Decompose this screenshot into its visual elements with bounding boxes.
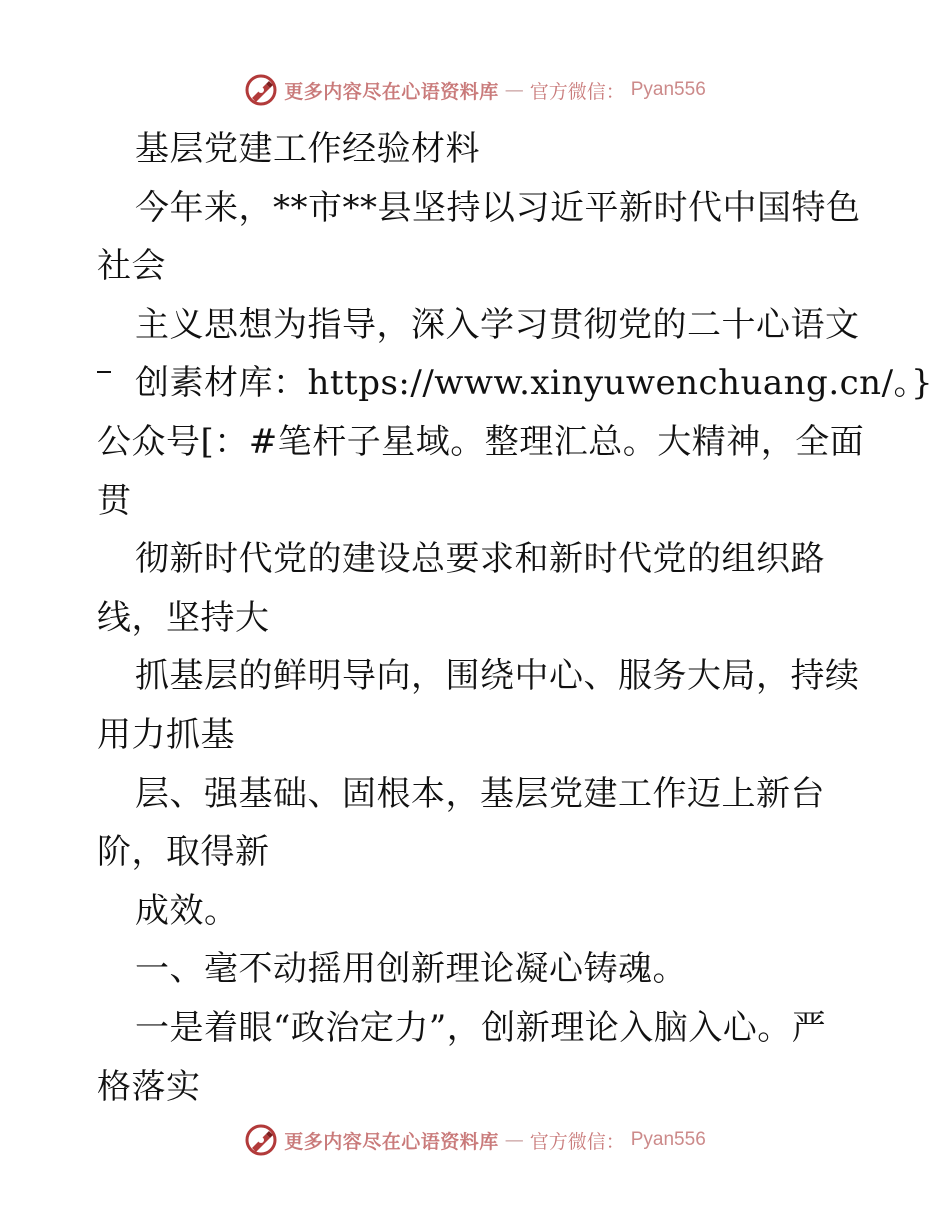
paragraph-line: 贯 xyxy=(97,480,132,521)
paragraph-line: 格落实 xyxy=(97,1066,201,1107)
paragraph-line: 用力抓基 xyxy=(97,714,235,755)
banner-wechat-id: Pyan556 xyxy=(630,79,706,100)
banner-wechat-label: 官方微信： xyxy=(529,80,625,103)
document-body xyxy=(97,120,934,1116)
section-heading: 一、毫不动摇用创新理论凝心铸魂。 xyxy=(135,949,687,990)
paragraph-line: 彻新时代党的建设总要求和新时代党的组织路 xyxy=(135,539,825,580)
footer-banner xyxy=(0,1120,950,1160)
header-banner xyxy=(0,70,950,110)
paragraph-line: 阶，取得新 xyxy=(97,832,270,873)
paragraph-line: 今年来，**市**县坚持以习近平新时代中国特色 xyxy=(135,187,861,228)
paragraph-line: 一是着眼“政治定力”，创新理论入脑入心。严 xyxy=(135,1007,827,1048)
paragraph-line: 创素材库：https://www.xinyuwenchuang.cn/。} xyxy=(97,354,857,413)
banner-separator: — xyxy=(504,1129,524,1151)
banner-main-text: 更多内容尽在心语资料库 xyxy=(284,1130,499,1153)
banner-wechat-label: 官方微信： xyxy=(529,1130,625,1153)
pen-seal-icon xyxy=(244,1123,278,1157)
paragraph-line: 抓基层的鲜明导向，围绕中心、服务大局，持续 xyxy=(135,656,860,697)
paragraph-line: 主义思想为指导，深入学习贯彻党的二十心语文 xyxy=(135,304,860,345)
paragraph-line: 社会 xyxy=(97,246,166,287)
paragraph-line: 成效。 xyxy=(135,890,239,931)
banner-separator: — xyxy=(504,79,524,101)
banner-wechat-id: Pyan556 xyxy=(630,1129,706,1150)
document-title: 基层党建工作经验材料 xyxy=(135,129,480,169)
pen-seal-icon xyxy=(244,73,278,107)
paragraph-line: 线，坚持大 xyxy=(97,597,270,638)
banner-main-text: 更多内容尽在心语资料库 xyxy=(284,80,499,103)
paragraph-line: 层、强基础、固根本，基层党建工作迈上新台 xyxy=(135,773,825,814)
paragraph-line: 公众号[：#笔杆子星域。整理汇总。大精神，全面 xyxy=(97,421,865,462)
